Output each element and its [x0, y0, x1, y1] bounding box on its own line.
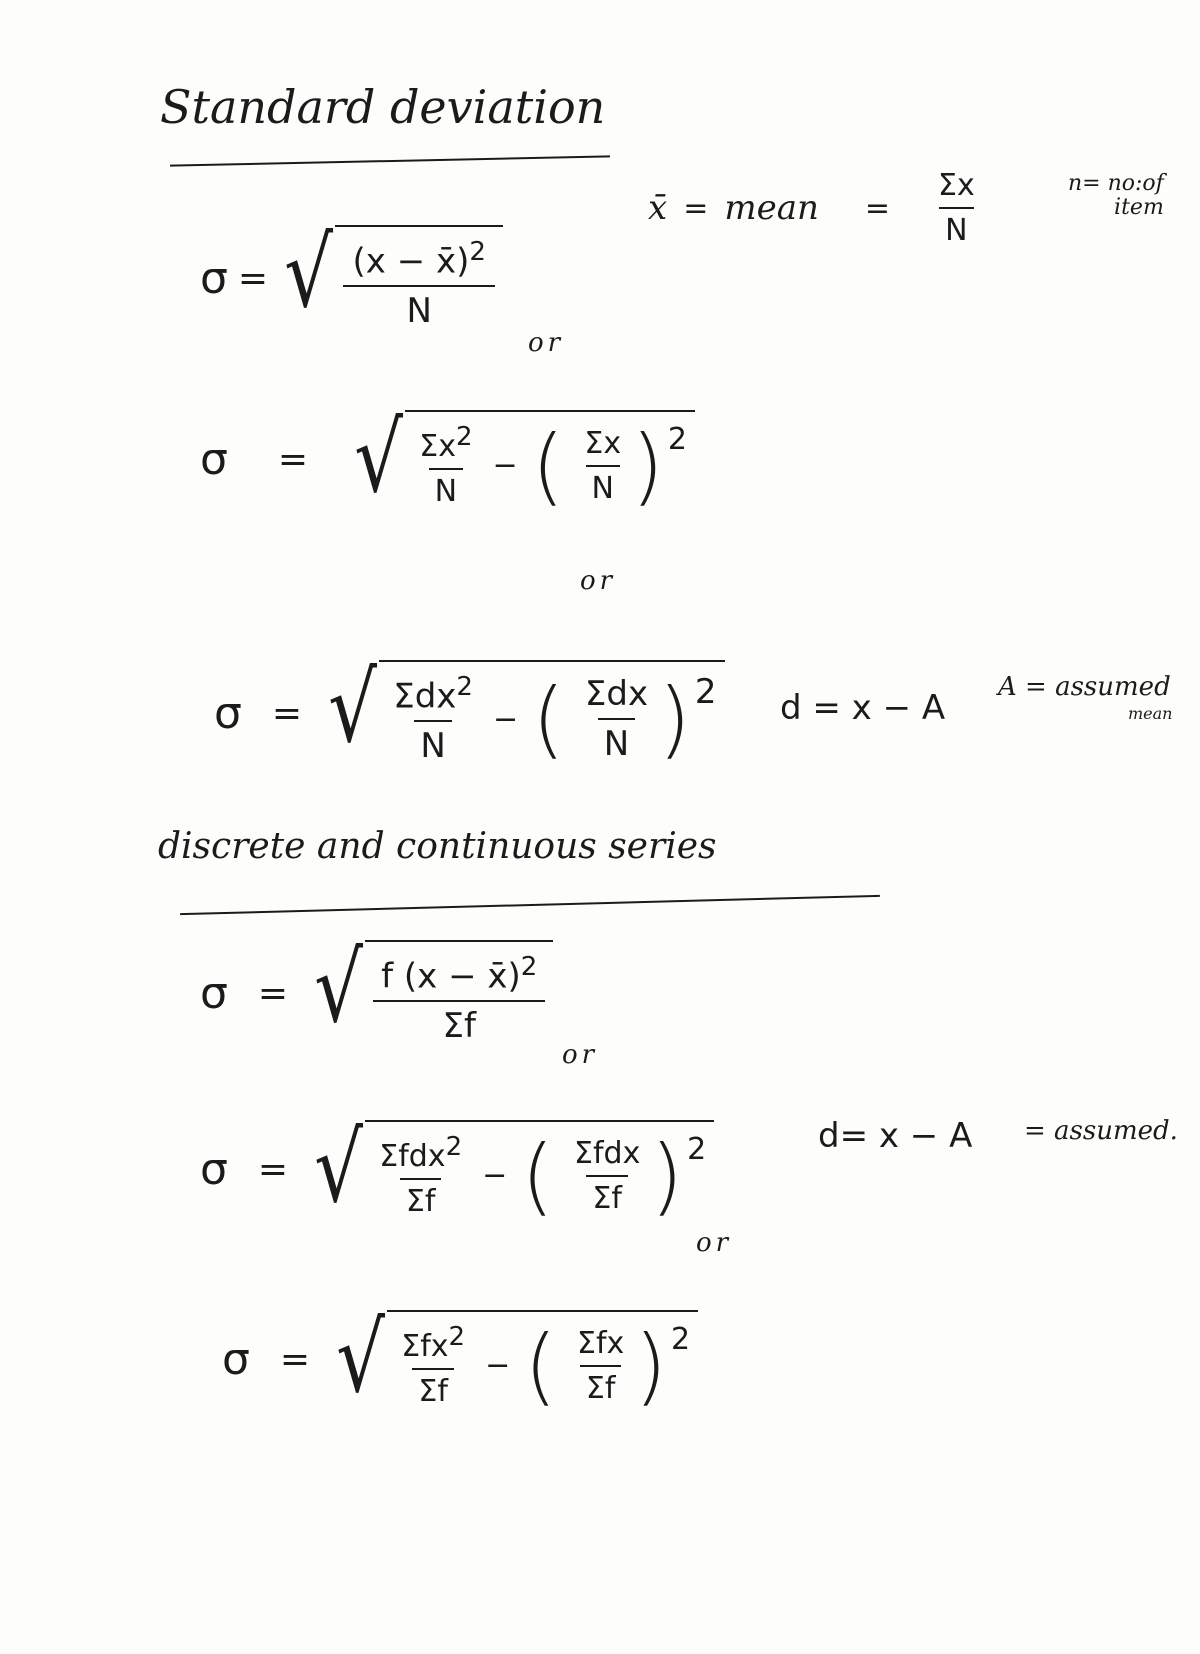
- mean-definition: [648, 168, 981, 248]
- a-definition: = assumed.: [1024, 1116, 1178, 1146]
- formula-6: [222, 1302, 698, 1415]
- sigma-symbol: σ: [200, 967, 228, 1019]
- radical-sign-icon: √: [284, 217, 334, 329]
- d-definition: d = x − A: [780, 688, 946, 728]
- equals-sign: =: [257, 972, 289, 1014]
- formula-3: [214, 652, 725, 769]
- formula-4: [200, 932, 553, 1047]
- a-definition: A = assumed: [998, 672, 1171, 702]
- fraction: $\frac{\text{Σfdx2}}{\Sigma f}$: [379, 1132, 463, 1219]
- square-root: √ $\frac{\Sigma dx^2}{N}$ − ( $\frac{\text{Σdx}}{N}$ ) 2: [322, 660, 724, 766]
- fraction: $\frac{f (x - x̄)^2}{\Sigma f}$: [373, 952, 545, 1046]
- fraction: $\frac{\Sigma x}{N}$: [584, 425, 622, 506]
- or-label: or: [562, 1040, 599, 1070]
- minus-sign: −: [492, 448, 518, 483]
- square-root: √ $\frac{\Sigma x2}{N}$ − ( $\frac{\Sigma x}{N}$ ) 2: [348, 410, 695, 509]
- minus-sign: −: [492, 701, 519, 737]
- radical-sign-icon: √: [328, 652, 378, 764]
- sigma-symbol: σ: [214, 687, 242, 739]
- fraction: $\frac{\Sigma dx^2}{N}$: [393, 672, 473, 767]
- or-label: or: [528, 328, 565, 358]
- equals-sign: =: [271, 692, 303, 734]
- fraction-numerator: Σx: [938, 168, 975, 203]
- mean-symbol: x̄: [648, 188, 668, 228]
- minus-sign: −: [485, 1348, 511, 1383]
- mean-fraction: [932, 168, 981, 248]
- a-definition-mean: mean: [1128, 704, 1173, 723]
- equals-sign: =: [864, 190, 890, 226]
- or-label: or: [580, 566, 617, 596]
- sigma-symbol: σ: [222, 1334, 250, 1385]
- radical-sign-icon: √: [314, 932, 364, 1044]
- section-heading: discrete and continuous series: [158, 826, 717, 867]
- equals-sign: =: [277, 439, 309, 480]
- fraction: $\frac{\text{Σfx}}{\Sigma f}$: [576, 1325, 625, 1406]
- minus-sign: −: [482, 1158, 508, 1193]
- d-definition: d= x − A: [818, 1116, 973, 1156]
- fraction: $\frac{\Sigma x2}{N}$: [419, 422, 473, 509]
- or-label: or: [696, 1228, 733, 1258]
- equals-sign: =: [237, 257, 269, 299]
- radical-sign-icon: √: [354, 402, 404, 514]
- mean-word: mean: [724, 188, 819, 228]
- square-root: [278, 217, 503, 332]
- fraction-denominator: N: [939, 207, 973, 248]
- sigma-symbol: σ: [200, 434, 228, 485]
- square-root: [308, 932, 553, 1047]
- formula-2: [200, 402, 695, 515]
- radical-sign-icon: √: [336, 1302, 386, 1414]
- n-note-line: item: [1114, 195, 1164, 221]
- equals-sign: =: [683, 190, 709, 226]
- equals-sign: =: [257, 1149, 289, 1190]
- formula-1: [200, 217, 503, 332]
- formula-5: [200, 1112, 714, 1225]
- square-root: √ $\frac{\text{Σfx2}}{\Sigma f}$ − ( $\frac{\text{Σfx}}{\Sigma f}$ ) 2: [330, 1310, 698, 1409]
- sigma-symbol: σ: [200, 1144, 228, 1195]
- page-title: Standard deviation: [160, 80, 606, 134]
- fraction: $\frac{(x - x̄)^2}{N}$: [343, 237, 495, 331]
- n-note-line: n= no:of: [1068, 171, 1164, 196]
- fraction: $\frac{\text{Σfx2}}{\Sigma f}$: [401, 1322, 466, 1409]
- equals-sign: =: [279, 1339, 311, 1380]
- square-root: √ $\frac{\text{Σfdx2}}{\Sigma f}$ − ( $\frac{\text{Σfdx}}{\Sigma f}$ ) 2: [308, 1120, 714, 1219]
- fraction: $\frac{\text{Σfdx}}{\Sigma f}$: [574, 1135, 641, 1216]
- sigma-symbol: σ: [200, 252, 228, 304]
- fraction: $\frac{\text{Σdx}}{N}$: [584, 674, 649, 765]
- title-underline: [170, 155, 610, 166]
- n-note: [1068, 172, 1164, 220]
- section-underline: [180, 895, 880, 915]
- radical-sign-icon: √: [314, 1112, 364, 1224]
